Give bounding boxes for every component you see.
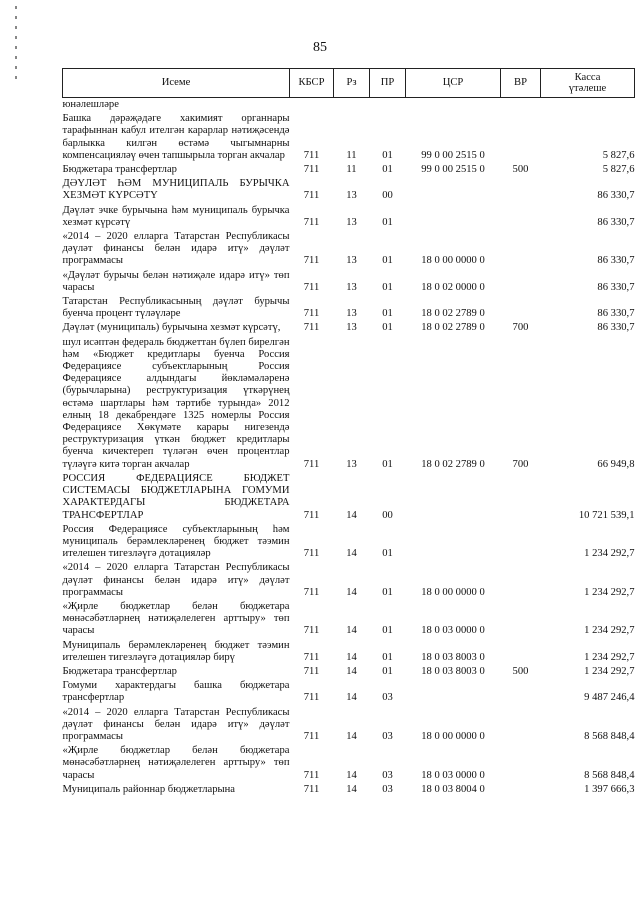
cell-amount: 86 330,7 <box>597 255 635 267</box>
cell-vr <box>501 269 541 295</box>
cell-pr: 01 <box>382 586 393 598</box>
page-number: 85 <box>313 40 327 55</box>
table-row <box>63 783 635 797</box>
cell-csr: 18 0 02 2789 0 <box>421 458 485 470</box>
cell-rz: 14 <box>346 548 357 560</box>
cell-csr <box>406 472 501 523</box>
cell-kbsr: 711 <box>303 625 320 637</box>
cell-vr <box>501 706 541 745</box>
cell-pr: 01 <box>382 651 393 663</box>
table-row <box>63 679 635 705</box>
cell-csr: 18 0 00 0000 0 <box>421 255 485 267</box>
cell-name: Муниципаль районнар бюджетларына <box>62 783 235 795</box>
cell-kbsr: 711 <box>303 190 320 202</box>
cell-pr: 03 <box>382 783 393 795</box>
cell-vr <box>501 204 541 230</box>
cell-vr: 500 <box>512 164 529 176</box>
cell-rz: 13 <box>346 322 357 334</box>
table-row <box>63 472 635 523</box>
cell-pr: 01 <box>382 458 393 470</box>
cell-rz: 14 <box>346 625 357 637</box>
cell-rz: 13 <box>346 255 357 267</box>
cell-kbsr: 711 <box>303 665 320 677</box>
cell-amount: 1 234 292,7 <box>584 548 635 560</box>
cell-pr: 00 <box>382 190 393 202</box>
cell-amount: 66 949,8 <box>597 458 635 470</box>
cell-rz: 14 <box>346 665 357 677</box>
cell-csr: 18 0 00 0000 0 <box>421 586 485 598</box>
cell-csr <box>406 98 501 113</box>
cell-amount: 9 487 246,4 <box>584 692 635 704</box>
cell-csr: 18 0 03 8004 0 <box>421 783 485 795</box>
table-row <box>63 230 635 269</box>
table-row <box>63 204 635 230</box>
cell-rz: 14 <box>346 509 357 521</box>
cell-csr: 18 0 00 0000 0 <box>421 730 485 742</box>
cell-vr <box>501 230 541 269</box>
cell-csr: 18 0 02 2789 0 <box>421 322 485 334</box>
cell-name: Россия Федерациясе субъектларының һәм муниципаль берәмлекләренең бюджет тәэмин ителешен тигезләүгә дотацияләр <box>62 523 290 560</box>
cell-amount: 5 827,6 <box>602 149 635 161</box>
cell-vr: 700 <box>512 458 529 470</box>
table-row <box>63 336 635 472</box>
cell-amount: 10 721 539,1 <box>578 509 635 521</box>
cell-name: РОССИЯ ФЕДЕРАЦИЯСЕ БЮДЖЕТ СИСТЕМАСЫ БЮДЖЕТЛАРЫНА ГОМУМИ ХАРАКТЕРДАГЫ БЮДЖЕТАРА ТРАНСФЕРТЛАР <box>62 472 290 521</box>
cell-rz: 14 <box>346 769 357 781</box>
cell-vr <box>501 177 541 203</box>
cell-vr <box>501 472 541 523</box>
cell-name: «Дәүләт бурычы белән нәтиҗәле идарә итү» төп чарасы <box>62 269 290 293</box>
cell-rz: 14 <box>346 651 357 663</box>
table-row <box>63 561 635 600</box>
cell-rz: 13 <box>346 458 357 470</box>
cell-rz: 13 <box>346 308 357 320</box>
cell-kbsr: 711 <box>303 216 320 228</box>
cell-kbsr: 711 <box>303 322 320 334</box>
cell-pr: 01 <box>382 216 393 228</box>
cell-kbsr: 711 <box>303 164 320 176</box>
cell-rz: 13 <box>346 190 357 202</box>
cell-kbsr: 711 <box>303 651 320 663</box>
cell-vr: 500 <box>512 665 529 677</box>
header-name: Исеме <box>63 69 290 98</box>
header-csr: ЦСР <box>406 69 501 98</box>
cell-kbsr: 711 <box>303 548 320 560</box>
table-row <box>63 177 635 203</box>
cell-pr: 01 <box>382 548 393 560</box>
cell-pr: 03 <box>382 692 393 704</box>
cell-name: «2014 – 2020 елларга Татарстан Республикасы дәүләт финансы белән идарә итү» дәүләт программасы <box>62 231 290 267</box>
header-amount-text: Касса үтәлеше <box>568 72 607 94</box>
cell-amount: 1 234 292,7 <box>584 625 635 637</box>
cell-name: Татарстан Республикасының дәүләт бурычы буенча процент түләүләре <box>62 296 290 320</box>
cell-kbsr: 711 <box>303 769 320 781</box>
cell-amount: 86 330,7 <box>597 281 635 293</box>
cell-pr: 01 <box>382 164 393 176</box>
cell-rz: 14 <box>346 730 357 742</box>
table-row <box>63 523 635 562</box>
cell-name: юнәлешләре <box>62 99 119 110</box>
cell-csr <box>406 204 501 230</box>
cell-kbsr: 711 <box>303 308 320 320</box>
cell-name: Башка дәрәҗәдәге хакимият органнары тарафыннан кабул ителгән карарлар нәтиҗәсендә барлыкка килгән өстәмә чыгымнарны компенсацияләү өчен тапшырыла торган акчалар <box>62 113 290 161</box>
cell-vr <box>501 679 541 705</box>
cell-vr <box>501 639 541 665</box>
table-row <box>63 98 635 113</box>
cell-vr <box>501 783 541 797</box>
cell-amount: 1 234 292,7 <box>584 586 635 598</box>
cell-name: шул исәптән федераль бюджеттан бүлеп бирелгән һәм «Бюджет кредитлары буенча Россия Федерациясе субъектларының Россия Федерациясе алдындагы йөкләмәләренә (бурычларына) реструктуризация үткәрүнең өстәмә шартлары һәм тәртибе турында» 2012 елның 18 декабрендәге 1325 номерлы Россия Федерациясе Хөкүмәте карары нигезендә реструктуризация үткән бюджет кредитлары буенча кичектереп түләгән өчен процентлар түләүгә китә торган акчалар <box>62 336 290 470</box>
cell-csr <box>406 679 501 705</box>
cell-amount: 86 330,7 <box>597 190 635 202</box>
cell-csr <box>406 523 501 562</box>
cell-name: Бюджетара трансфертлар <box>62 164 177 176</box>
cell-name: Бюджетара трансфертлар <box>62 665 177 677</box>
cell-kbsr: 711 <box>303 458 320 470</box>
cell-amount: 1 234 292,7 <box>584 651 635 663</box>
cell-csr: 18 0 02 0000 0 <box>421 281 485 293</box>
cell-pr: 01 <box>382 281 393 293</box>
table-row <box>63 269 635 295</box>
cell-csr: 18 0 03 0000 0 <box>421 625 485 637</box>
budget-execution-table <box>62 68 635 797</box>
cell-pr: 00 <box>382 509 393 521</box>
cell-kbsr: 711 <box>303 281 320 293</box>
cell-name: «2014 – 2020 елларга Татарстан Республикасы дәүләт финансы белән идарә итү» дәүләт программасы <box>62 562 290 598</box>
cell-csr <box>406 177 501 203</box>
cell-amount <box>541 98 635 113</box>
cell-vr <box>501 744 541 783</box>
cell-name: Дәүләт (муниципаль) бурычына хезмәт күрсәтү, <box>62 322 281 334</box>
cell-kbsr: 711 <box>303 783 320 795</box>
cell-csr: 99 0 00 2515 0 <box>421 164 485 176</box>
table-body <box>63 98 635 797</box>
cell-rz: 13 <box>346 216 357 228</box>
cell-vr <box>501 523 541 562</box>
table-row <box>63 163 635 177</box>
cell-name: «2014 – 2020 елларга Татарстан Республикасы дәүләт финансы белән идарә итү» дәүләт программасы <box>62 706 290 742</box>
cell-rz: 14 <box>346 783 357 795</box>
cell-amount: 86 330,7 <box>597 216 635 228</box>
cell-rz: 13 <box>346 281 357 293</box>
table-row <box>63 706 635 745</box>
cell-vr <box>501 112 541 163</box>
table-row <box>63 295 635 321</box>
cell-rz: 14 <box>346 692 357 704</box>
header-rz: Рз <box>334 69 370 98</box>
cell-rz: 11 <box>346 149 357 161</box>
cell-rz: 11 <box>346 164 357 176</box>
table-row <box>63 112 635 163</box>
cell-amount: 5 827,6 <box>602 164 635 176</box>
cell-vr <box>501 561 541 600</box>
cell-pr: 01 <box>382 665 393 677</box>
cell-name: «Җирле бюджетлар белән бюджетара мөнәсәбәтләрнең нәтиҗәлелеген арттыру» төп чарасы <box>62 745 290 781</box>
cell-pr <box>370 98 406 113</box>
cell-csr: 18 0 02 2789 0 <box>421 308 485 320</box>
cell-name: ДӘҮЛӘТ ҺӘМ МУНИЦИПАЛЬ БУРЫЧКА ХЕЗМӘТ КҮРСӘТҮ <box>62 178 290 202</box>
cell-amount: 8 568 848,4 <box>584 730 635 742</box>
cell-name: Гомуми характердагы башка бюджетара трансфертлар <box>62 680 290 704</box>
cell-vr: 700 <box>512 322 529 334</box>
table-row <box>63 600 635 639</box>
cell-pr: 03 <box>382 769 393 781</box>
cell-pr: 01 <box>382 625 393 637</box>
cell-vr <box>501 600 541 639</box>
cell-vr <box>501 98 541 113</box>
cell-csr: 99 0 00 2515 0 <box>421 149 485 161</box>
cell-rz: 14 <box>346 586 357 598</box>
cell-amount: 1 397 666,3 <box>584 783 635 795</box>
cell-amount: 86 330,7 <box>597 322 635 334</box>
table-row <box>63 744 635 783</box>
cell-amount: 8 568 848,4 <box>584 769 635 781</box>
cell-name: Дәүләт эчке бурычына һәм муниципаль бурычка хезмәт күрсәтү <box>62 204 290 228</box>
header-vr: ВР <box>501 69 541 98</box>
cell-pr: 01 <box>382 255 393 267</box>
cell-vr <box>501 295 541 321</box>
cell-kbsr: 711 <box>303 586 320 598</box>
cell-rz <box>334 98 370 113</box>
cell-amount: 1 234 292,7 <box>584 665 635 677</box>
cell-pr: 03 <box>382 730 393 742</box>
cell-kbsr: 711 <box>303 692 320 704</box>
table-row <box>63 321 635 335</box>
cell-csr: 18 0 03 8003 0 <box>421 665 485 677</box>
cell-pr: 01 <box>382 322 393 334</box>
table-header-row <box>63 69 635 98</box>
cell-kbsr <box>290 98 334 113</box>
header-amount <box>541 69 635 98</box>
cell-name: «Җирле бюджетлар белән бюджетара мөнәсәбәтләрнең нәтиҗәлелеген арттыру» төп чарасы <box>62 600 290 637</box>
cell-amount: 86 330,7 <box>597 308 635 320</box>
table-row <box>63 639 635 665</box>
cell-kbsr: 711 <box>303 149 320 161</box>
header-pr: ПР <box>370 69 406 98</box>
cell-kbsr: 711 <box>303 730 320 742</box>
cell-kbsr: 711 <box>303 509 320 521</box>
table-row <box>63 665 635 679</box>
cell-kbsr: 711 <box>303 255 320 267</box>
cell-csr: 18 0 03 0000 0 <box>421 769 485 781</box>
cell-name: Муниципаль берәмлекләренең бюджет тәэмин ителешен тигезләүгә дотацияләр бирү <box>62 639 290 663</box>
cell-csr: 18 0 03 8003 0 <box>421 651 485 663</box>
cell-pr: 01 <box>382 149 393 161</box>
cell-pr: 01 <box>382 308 393 320</box>
header-kbsr: КБСР <box>290 69 334 98</box>
